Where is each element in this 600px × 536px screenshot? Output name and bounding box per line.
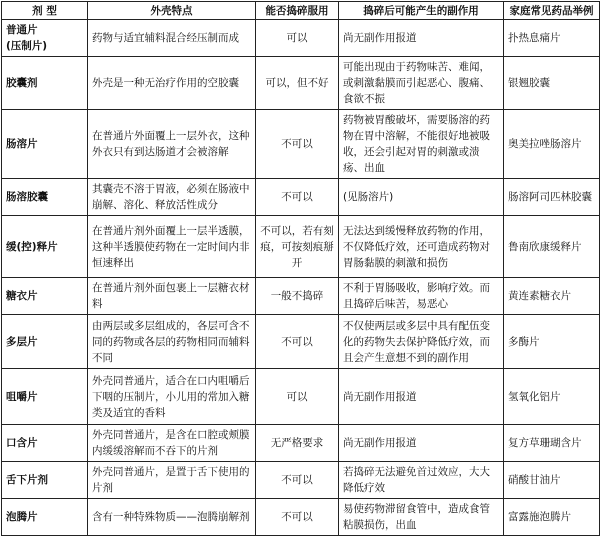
- table-row: [2, 462, 600, 499]
- dosage-form-cell: 咀嚼片: [2, 369, 88, 425]
- shell-features-cell: 药物与适宜辅料混合经压制而成: [88, 20, 256, 57]
- side-effects-cell: 若捣碎无法避免首过效应，大大降低疗效: [339, 462, 504, 499]
- crushable-cell: 不可以: [256, 462, 339, 499]
- example-cell: 复方草珊瑚含片: [504, 425, 600, 462]
- example-cell: 富露施泡腾片: [504, 499, 600, 536]
- table-row: [2, 110, 600, 179]
- shell-features-cell: 在普通片剂外面包裹上一层糖衣材料: [88, 278, 256, 315]
- example-cell: 多酶片: [504, 315, 600, 369]
- table-row: [2, 216, 600, 278]
- dosage-form-cell: 舌下片剂: [2, 462, 88, 499]
- shell-features-cell: 在普通片剂外面覆上一层半透膜，这种半透膜使药物在一定时间内非恒速释出: [88, 216, 256, 278]
- dosage-form-cell: 肠溶片: [2, 110, 88, 179]
- example-cell: 氢氧化铝片: [504, 369, 600, 425]
- header-side-effects: 捣碎后可能产生的副作用: [339, 2, 504, 20]
- dosage-form-cell: 多层片: [2, 315, 88, 369]
- example-cell: 黄连素糖衣片: [504, 278, 600, 315]
- example-cell: 奥美拉唑肠溶片: [504, 110, 600, 179]
- example-cell: 肠溶阿司匹林胶囊: [504, 179, 600, 216]
- example-cell: 银翘胶囊: [504, 57, 600, 110]
- shell-features-cell: 外壳同普通片，是含在口腔或颊膜内缓缓溶解而不吞下的片剂: [88, 425, 256, 462]
- shell-features-cell: 外壳同普通片，适合在口内咀嚼后下咽的压制片，小儿用的常加入糖类及适宜的香料: [88, 369, 256, 425]
- shell-features-cell: 外壳同普通片，是置于舌下使用的片剂: [88, 462, 256, 499]
- crushable-cell: 一般不捣碎: [256, 278, 339, 315]
- side-effects-cell: 可能出现由于药物味苦、难闻，或刺激黏膜而引起恶心、腹痛、食欲不振: [339, 57, 504, 110]
- shell-features-cell: 在普通片外面覆上一层外衣，这种外衣只有到达肠道才会被溶解: [88, 110, 256, 179]
- table-row: [2, 20, 600, 57]
- side-effects-cell: 尚无副作用报道: [339, 369, 504, 425]
- side-effects-cell: 易使药物滞留食管中，造成食管粘膜损伤，出血: [339, 499, 504, 536]
- table-body: [2, 20, 600, 536]
- crushable-cell: 不可以: [256, 499, 339, 536]
- table-row: [2, 499, 600, 536]
- dosage-form-cell: 口含片: [2, 425, 88, 462]
- crushable-cell: 不可以: [256, 315, 339, 369]
- crushable-cell: 不可以，若有刻痕，可按刻痕掰开: [256, 216, 339, 278]
- header-shell-features: 外壳特点: [88, 2, 256, 20]
- side-effects-cell: (见肠溶片): [339, 179, 504, 216]
- side-effects-cell: 尚无副作用报道: [339, 425, 504, 462]
- example-cell: 硝酸甘油片: [504, 462, 600, 499]
- dosage-form-cell: 糖衣片: [2, 278, 88, 315]
- shell-features-cell: 外壳是一种无治疗作用的空胶囊: [88, 57, 256, 110]
- example-cell: 鲁南欣康缓释片: [504, 216, 600, 278]
- dosage-form-cell: 胶囊剂: [2, 57, 88, 110]
- table-row: [2, 179, 600, 216]
- dosage-form-cell: 缓(控)释片: [2, 216, 88, 278]
- dosage-form-cell: 泡腾片: [2, 499, 88, 536]
- side-effects-cell: 不仅使两层或多层中具有配伍变化的药物失去保护降低疗效，而且会产生意想不到的副作用: [339, 315, 504, 369]
- header-row: [2, 2, 600, 20]
- header-crushable: 能否捣碎服用: [256, 2, 339, 20]
- crushable-cell: 无严格要求: [256, 425, 339, 462]
- dosage-form-cell: 普通片 (压制片): [2, 20, 88, 57]
- crushable-cell: 不可以: [256, 110, 339, 179]
- shell-features-cell: 含有一种特殊物质——泡腾崩解剂: [88, 499, 256, 536]
- medicine-dosage-table: [1, 1, 600, 536]
- table-row: [2, 278, 600, 315]
- crushable-cell: 可以，但不好: [256, 57, 339, 110]
- table-row: [2, 57, 600, 110]
- crushable-cell: 可以: [256, 20, 339, 57]
- side-effects-cell: 无法达到缓慢释放药物的作用，不仅降低疗效，还可造成药物对胃肠黏膜的刺激和损伤: [339, 216, 504, 278]
- crushable-cell: 不可以: [256, 179, 339, 216]
- dosage-form-cell: 肠溶胶囊: [2, 179, 88, 216]
- table-row: [2, 425, 600, 462]
- example-cell: 扑热息痛片: [504, 20, 600, 57]
- shell-features-cell: 其囊壳不溶于胃液，必须在肠液中崩解、溶化、释放活性成分: [88, 179, 256, 216]
- side-effects-cell: 尚无副作用报道: [339, 20, 504, 57]
- crushable-cell: 可以: [256, 369, 339, 425]
- shell-features-cell: 由两层或多层组成的，各层可含不同的药物或各层的药物相同而辅料不同: [88, 315, 256, 369]
- table-row: [2, 315, 600, 369]
- table-row: [2, 369, 600, 425]
- side-effects-cell: 不利于胃肠吸收，影响疗效。而且捣碎后味苦，易恶心: [339, 278, 504, 315]
- header-examples: 家庭常见药品举例: [504, 2, 600, 20]
- side-effects-cell: 药物被胃酸破坏，需要肠溶的药物在胃中溶解，不能很好地被吸收，还会引起对胃的刺激或溃疡、出血: [339, 110, 504, 179]
- header-dosage-form: 剂 型: [2, 2, 88, 20]
